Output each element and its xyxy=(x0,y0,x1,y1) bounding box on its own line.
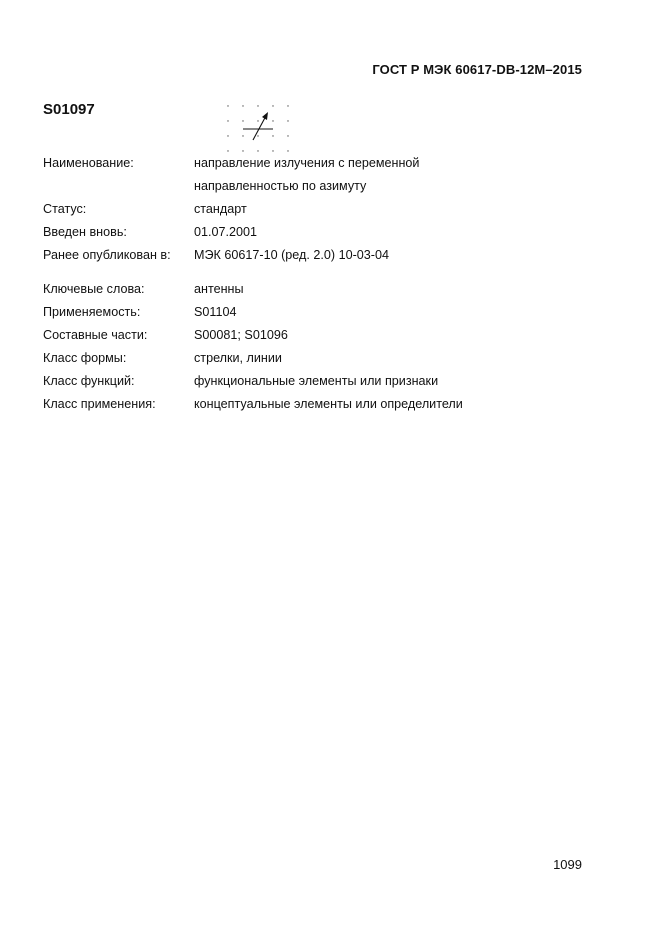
label-shape-class: Класс формы: xyxy=(43,351,127,365)
value-status: стандарт xyxy=(194,202,247,216)
value-name-line-2: направленностью по азимуту xyxy=(194,179,367,193)
label-introduced: Введен вновь: xyxy=(43,225,127,239)
row-components xyxy=(43,324,603,347)
row-applicability xyxy=(43,301,603,324)
value-shape-class: стрелки, линии xyxy=(194,351,282,365)
symbol-id: S01097 xyxy=(43,101,95,118)
label-function-class: Класс функций: xyxy=(43,374,135,388)
row-status xyxy=(43,198,603,221)
row-shape-class xyxy=(43,347,603,370)
row-function-class xyxy=(43,370,603,393)
row-name xyxy=(43,152,603,198)
label-status: Статус: xyxy=(43,202,87,216)
page-number: 1099 xyxy=(553,857,582,872)
value-previously-published: МЭК 60617-10 (ред. 2.0) 10-03-04 xyxy=(194,248,389,262)
value-name-line-1: направление излучения с переменной xyxy=(194,156,420,170)
label-keywords: Ключевые слова: xyxy=(43,282,145,296)
symbol-attributes xyxy=(43,152,603,416)
value-components: S00081; S01096 xyxy=(194,328,288,342)
label-applicability: Применяемость: xyxy=(43,305,141,319)
label-previously-published: Ранее опубликован в: xyxy=(43,248,171,262)
value-introduced: 01.07.2001 xyxy=(194,225,258,239)
value-keywords: антенны xyxy=(194,282,244,296)
value-function-class: функциональные элементы или признаки xyxy=(194,374,439,388)
antenna-variable-direction-arrow-icon xyxy=(222,102,294,158)
row-application-class xyxy=(43,393,603,416)
standard-code: ГОСТ Р МЭК 60617-DB-12M–2015 xyxy=(372,62,582,77)
row-introduced xyxy=(43,221,603,244)
value-application-class: концептуальные элементы или определители xyxy=(194,397,463,411)
label-application-class: Класс применения: xyxy=(43,397,156,411)
value-name xyxy=(194,152,603,198)
row-previously-published xyxy=(43,244,603,267)
label-components: Составные части: xyxy=(43,328,148,342)
label-name: Наименование: xyxy=(43,156,134,170)
section-gap xyxy=(43,267,603,278)
value-applicability: S01104 xyxy=(194,305,237,319)
row-keywords xyxy=(43,278,603,301)
